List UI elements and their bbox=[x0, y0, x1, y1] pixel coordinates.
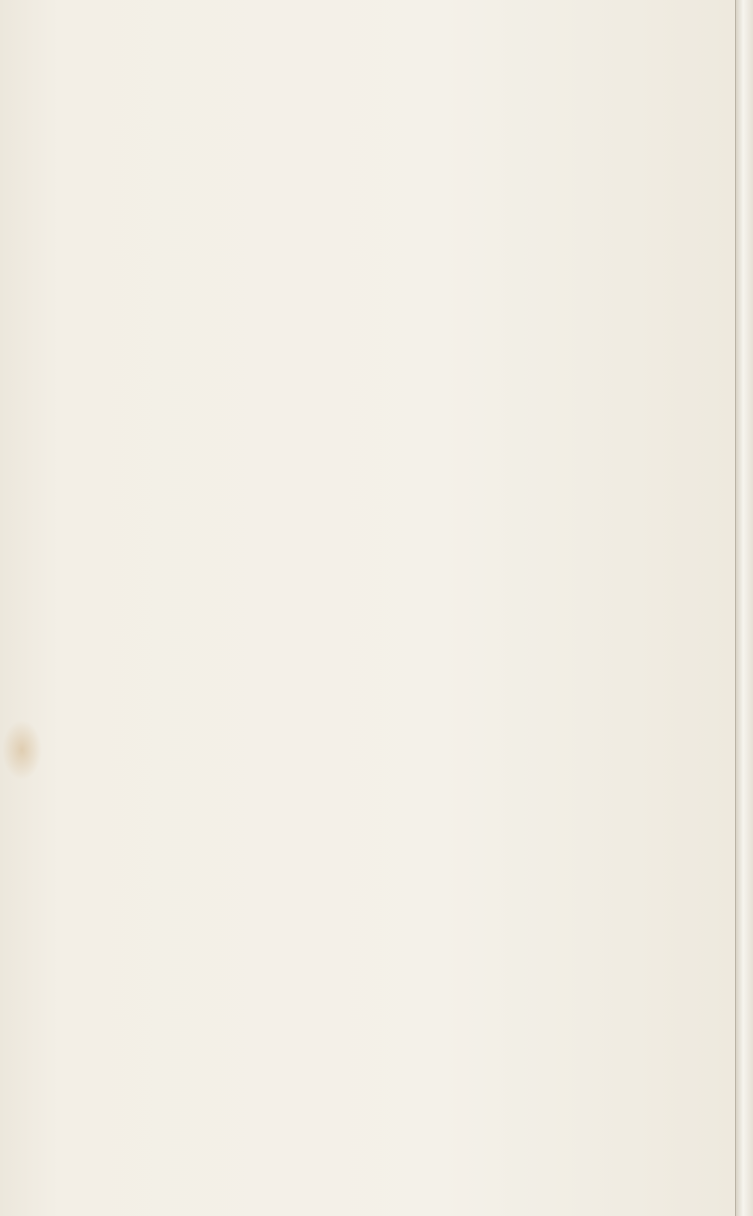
page-edge bbox=[735, 0, 753, 1216]
section-heading bbox=[0, 140, 735, 162]
ledger bbox=[0, 130, 735, 172]
paper-stain bbox=[2, 720, 42, 780]
